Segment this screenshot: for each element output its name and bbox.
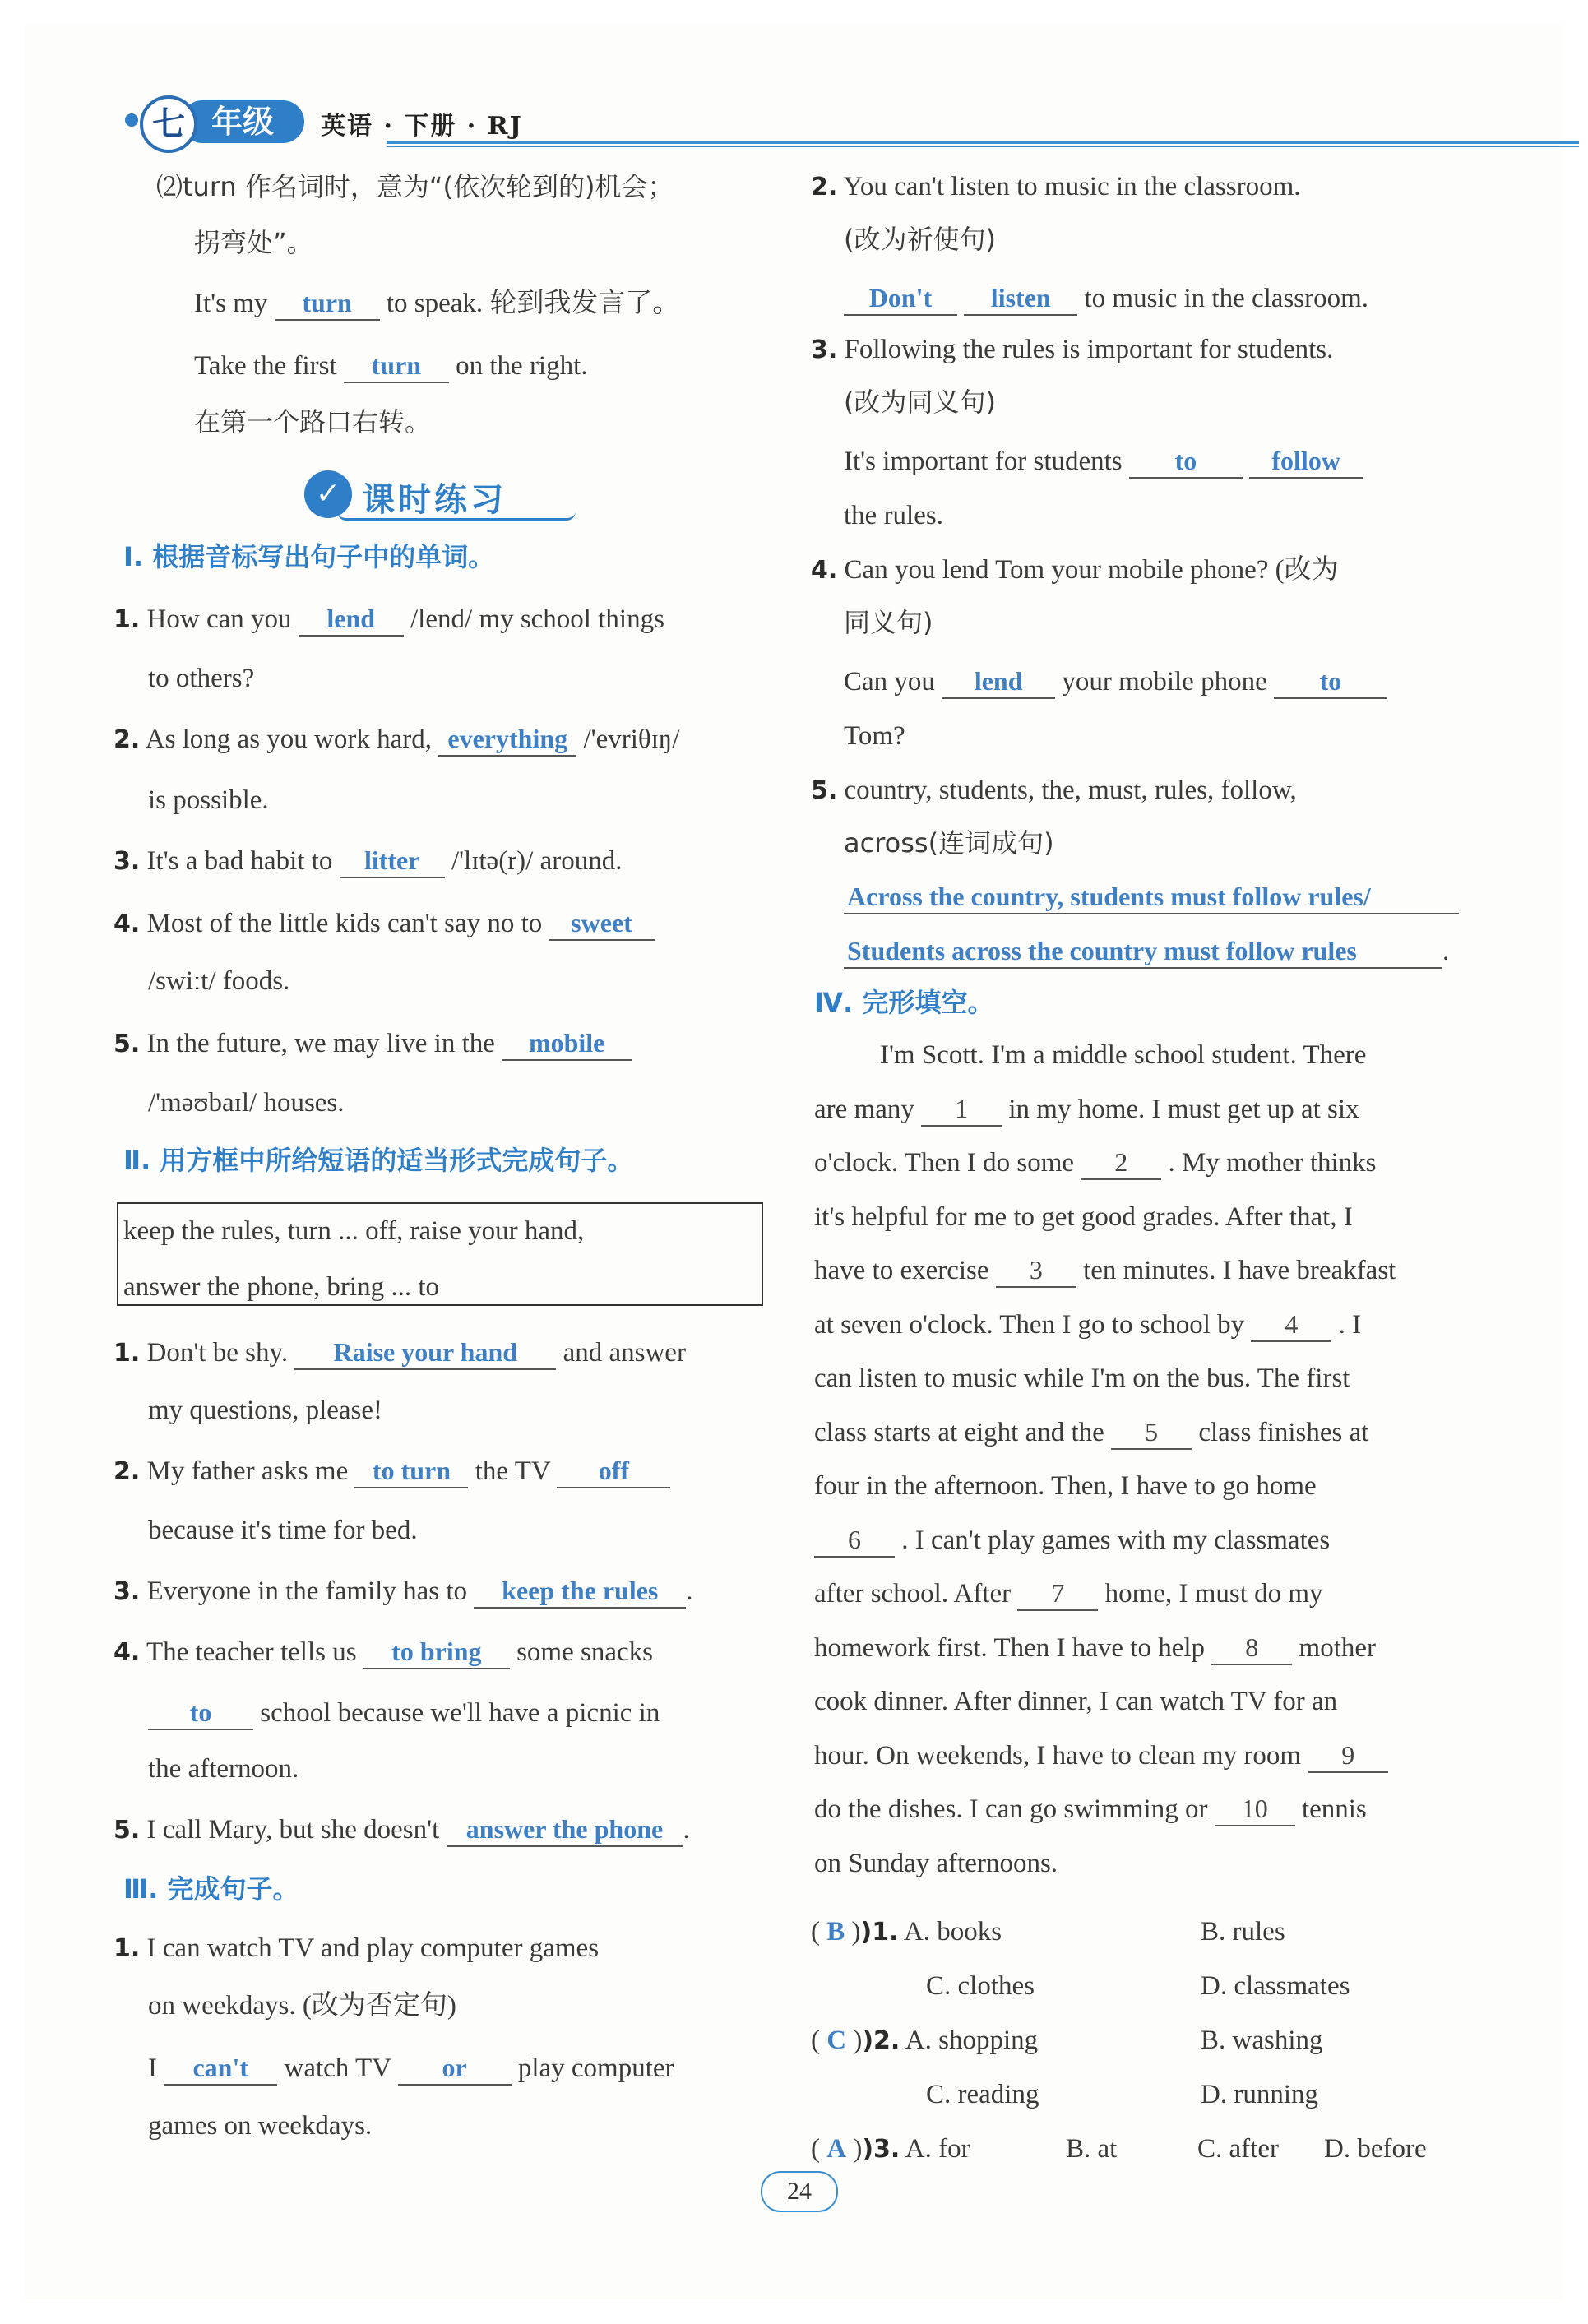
choice-row [1201,2013,1323,2067]
choice-row: ( C ))2. A. shopping [811,2025,1039,2055]
s2-q4-cont [148,1686,660,1740]
choice-answer: C [826,2025,847,2055]
q-text: My father asks me [146,1456,349,1486]
q-text: Following the rules is important for students. [844,335,1334,364]
q-number: 3. [113,1577,141,1606]
answer-blank: Don't [844,281,957,316]
q-text: I call Mary, but she doesn't [146,1815,440,1845]
q-text: to music in the classroom. [1084,284,1369,313]
s2-q2 [113,1444,670,1499]
s2-q1 [113,1326,686,1381]
cloze-blank: 9 [1308,1738,1388,1773]
option-b: B. rules [1201,1917,1285,1947]
cloze-text: tennis [1301,1794,1367,1824]
choice-row [926,2067,1039,2122]
choice-row: ( B ))1. A. books [811,1917,1002,1947]
q-text: my questions, please! [148,1396,383,1425]
cloze-line: four in the afternoon. Then, I have to go home [814,1471,1317,1501]
q-text: Can you [844,667,935,697]
q-number: 3. [811,336,838,364]
choice-row [1201,2067,1318,2122]
example-2 [194,339,588,393]
q-number: 3. [113,847,141,876]
option-d: D. running [1201,2080,1318,2109]
q-text: across(连词成句) [844,827,1054,859]
option-c: C. reading [926,2080,1039,2109]
q-text: . [686,1576,693,1606]
choice-answer: A [826,2134,847,2164]
q-text: . [683,1815,690,1845]
section-2-title: Ⅱ. 用方框中所给短语的适当形式完成句子。 [123,1145,634,1176]
cloze-blank: 1 [921,1092,1002,1127]
s2-q5 [113,1803,690,1858]
q-text: It's important for students [844,447,1123,476]
q-number: )1. [860,1918,899,1947]
cloze-text: do the dishes. I can go swimming or [814,1794,1208,1824]
example-1-post: to speak. 轮到我发言了。 [386,289,680,318]
cloze-text: . I [1338,1309,1362,1340]
q-number: 4. [113,910,141,938]
check-icon: ✓ [304,470,352,518]
r-q5-answer-2 [844,924,1449,979]
cloze-line [814,1082,1359,1137]
option-b: B. at [1066,2134,1118,2164]
cloze-line [814,1243,1396,1298]
q-text: Everyone in the family has to [146,1576,468,1606]
q-text: I can watch TV and play computer games [146,1933,600,1963]
r-q4 [811,543,1339,598]
cloze-line: I'm Scott. I'm a middle school student. There [880,1040,1367,1070]
q-text: to others? [148,664,255,693]
answer-blank: follow [1249,444,1363,479]
r-q3 [811,322,1333,377]
q-text: (改为祈使句) [844,224,996,255]
answer-blank: Across the country, students must follow rules/ [844,880,1459,914]
q-text: Most of the little kids can't say no to [146,909,543,938]
q-text: (改为同义句) [844,387,996,418]
cloze-blank: 10 [1215,1792,1295,1826]
q-text: You can't listen to music in the classroom. [843,172,1301,201]
answer-blank: to turn [354,1454,468,1488]
q-text: country, students, the, must, rules, follow, [844,775,1297,805]
answer-blank: everything [438,722,576,757]
option-b: B. washing [1201,2025,1323,2055]
q-text: on weekdays. (改为否定句) [148,1991,456,2021]
cloze-line [814,1729,1388,1783]
option-c: C. after [1197,2134,1279,2164]
s1-q1 [113,592,664,647]
left-column [0,0,789,2220]
r-q4-answer [844,655,1387,709]
banner-title: 课时练习 [362,481,507,519]
cloze-line [814,1782,1367,1836]
q-text: play computer [517,2053,674,2083]
q-text: your mobile phone [1062,667,1267,697]
q-number: 2. [113,1457,141,1486]
answer-blank: sweet [549,906,655,941]
q-text: I [148,2053,157,2083]
example-1-pre: It's my [194,289,268,318]
q-number: 2. [113,725,141,754]
cloze-text: have to exercise [814,1256,989,1285]
q-text: watch TV [284,2053,391,2083]
phrase-box-line-2: answer the phone, bring ... to [123,1272,439,1302]
option-d: D. before [1324,2134,1427,2164]
q-text: /'məʊbaɪl/ houses. [148,1088,345,1118]
section-4-title: Ⅳ. 完形填空。 [814,987,994,1018]
q-number: 5. [811,776,838,805]
cloze-line [814,1621,1376,1675]
q-text: games on weekdays. [148,2111,373,2141]
q-number: 4. [113,1638,141,1667]
cloze-text: home, I must do my [1104,1579,1323,1609]
s1-q5 [113,1016,632,1072]
example-2-answer: turn [344,349,449,383]
cloze-blank: 6 [814,1523,895,1558]
answer-blank: Raise your hand [294,1336,556,1370]
s2-q3 [113,1564,693,1619]
q-text: It's a bad habit to [146,846,333,876]
option-a: A. for [905,2134,970,2164]
answer-blank: litter [340,844,445,878]
cloze-text: mother [1299,1632,1377,1663]
q-text: The teacher tells us [146,1637,357,1667]
q-text: school because we'll have a picnic in [260,1698,660,1728]
q-text: /'lɪtə(r)/ around. [451,846,623,876]
q-text: Tom? [844,721,905,751]
page-number: 24 [761,2171,838,2212]
cloze-line: can listen to music while I'm on the bus. The first [814,1363,1350,1393]
cloze-text: . I can't play games with my classmates [901,1525,1331,1555]
example-2-cn: 在第一个路口右转。 [194,406,432,437]
q-text: 同义句) [844,607,933,638]
cloze-blank: 7 [1017,1576,1098,1611]
choice-row [1201,1905,1285,1959]
cloze-line: cook dinner. After dinner, I can watch TV for an [814,1687,1338,1716]
q-text: As long as you work hard, [145,725,433,754]
choice-row [1066,2122,1117,2176]
cloze-text: in my home. I must get up at six [1008,1094,1359,1124]
answer-blank: to [1274,664,1387,699]
r-q2-answer [844,271,1368,326]
q-text: is possible. [148,785,269,815]
option-d: D. classmates [1201,1971,1350,2001]
cloze-text: at seven o'clock. Then I go to school by [814,1309,1245,1340]
cloze-line: it's helpful for me to get good grades. After that, I [814,1201,1353,1232]
r-q3-answer [844,434,1363,488]
choice-row [1324,2122,1427,2176]
cloze-line [814,1567,1323,1621]
q-number: 5. [113,1816,141,1845]
cloze-text: homework first. Then I have to help [814,1632,1206,1663]
answer-blank: mobile [502,1026,632,1061]
cloze-text: after school. After [814,1579,1012,1609]
cloze-text: hour. On weekends, I have to clean my room [814,1740,1302,1771]
example-2-pre: Take the first [194,351,337,381]
cloze-text: class finishes at [1198,1417,1369,1447]
q-text: because it's time for bed. [148,1516,418,1545]
answer-blank: Students across the country must follow rules [844,934,1442,969]
grade-char: 七 [140,95,197,153]
q-number: )3. [862,2135,900,2164]
choice-row [1197,2122,1279,2176]
q-number: )2. [862,2026,900,2055]
choice-row [926,1959,1035,2013]
right-column [789,0,1571,2220]
banner-underline [337,512,576,521]
grade-label: 年级 [181,100,304,143]
cloze-line: on Sunday afternoons. [814,1848,1058,1878]
phrase-box-line-1: keep the rules, turn ... off, raise your hand, [123,1216,585,1246]
s2-q4 [113,1625,653,1680]
q-text: Don't be shy. [146,1338,289,1368]
cloze-text: ten minutes. I have breakfast [1083,1256,1396,1285]
q-text: /lend/ my school things [410,604,664,634]
cloze-blank: 4 [1251,1308,1331,1342]
answer-blank: answer the phone [447,1812,683,1847]
q-text: the afternoon. [148,1754,299,1784]
option-a: A. shopping [905,2025,1039,2055]
s3-q1 [113,1921,599,1976]
r-q5 [811,763,1297,818]
answer-blank: to [148,1696,253,1730]
q-text: How can you [146,604,292,634]
choice-answer: B [826,1917,845,1947]
q-text: /swiːt/ foods. [148,966,290,996]
q-text: . [1442,937,1450,966]
example-1 [194,276,679,331]
cloze-line [814,1405,1368,1460]
r-q5-answer-1 [844,870,1459,924]
q-text: In the future, we may live in the [146,1029,495,1058]
cloze-blank: 8 [1211,1631,1292,1665]
answer-blank: to [1129,444,1243,479]
q-number: 1. [113,605,141,634]
s1-q3 [113,834,622,889]
cloze-line [814,1513,1330,1567]
answer-blank: listen [964,281,1077,316]
q-number: 2. [811,173,838,201]
cloze-line [814,1298,1361,1352]
section-3-title: Ⅲ. 完成句子。 [123,1873,299,1905]
cloze-text: are many [814,1094,914,1124]
answer-blank: to bring [363,1635,510,1669]
cloze-blank: 2 [1081,1146,1161,1180]
subject-label: 英语 · 下册 · RJ [321,112,523,141]
answer-blank: lend [299,602,404,637]
answer-blank: can't [164,2051,277,2086]
cloze-text: . My mother thinks [1168,1148,1377,1178]
q-text: /'evriθɪŋ/ [583,725,680,754]
intro-line-2: 拐弯处”。 [194,227,313,258]
q-text: and answer [563,1338,686,1368]
cloze-text: class starts at eight and the [814,1417,1104,1447]
intro-line-1: ⑵turn 作名词时，意为“(依次轮到的)机会； [156,171,674,202]
q-number: 5. [113,1030,141,1058]
r-q2 [811,160,1301,215]
example-2-post: on the right. [456,351,588,381]
practice-banner [304,467,584,525]
cloze-line [814,1136,1377,1190]
s3-q1-answer-line [148,2041,674,2095]
q-number: 1. [113,1339,141,1368]
q-number: 1. [113,1934,141,1963]
choice-row [1201,1959,1350,2013]
q-text: the rules. [844,501,943,530]
cloze-blank: 3 [996,1253,1076,1288]
section-1-title: Ⅰ. 根据音标写出句子中的单词。 [123,541,495,572]
example-1-answer: turn [275,286,380,321]
answer-blank: or [398,2051,512,2086]
s1-q2 [113,712,679,767]
answer-blank: off [557,1454,670,1488]
cloze-text: o'clock. Then I do some [814,1148,1075,1178]
cloze-blank: 5 [1111,1415,1192,1450]
option-a: A. books [903,1917,1002,1947]
s1-q4 [113,896,655,951]
answer-blank: keep the rules [474,1574,686,1609]
answer-blank: lend [942,664,1055,699]
option-c: C. clothes [926,1971,1035,2001]
choice-row: ( A ))3. A. for [811,2134,970,2164]
q-number: 4. [811,556,838,585]
q-text: some snacks [516,1637,653,1667]
q-text: the TV [475,1456,551,1486]
q-text: Can you lend Tom your mobile phone? (改为 [844,555,1339,585]
